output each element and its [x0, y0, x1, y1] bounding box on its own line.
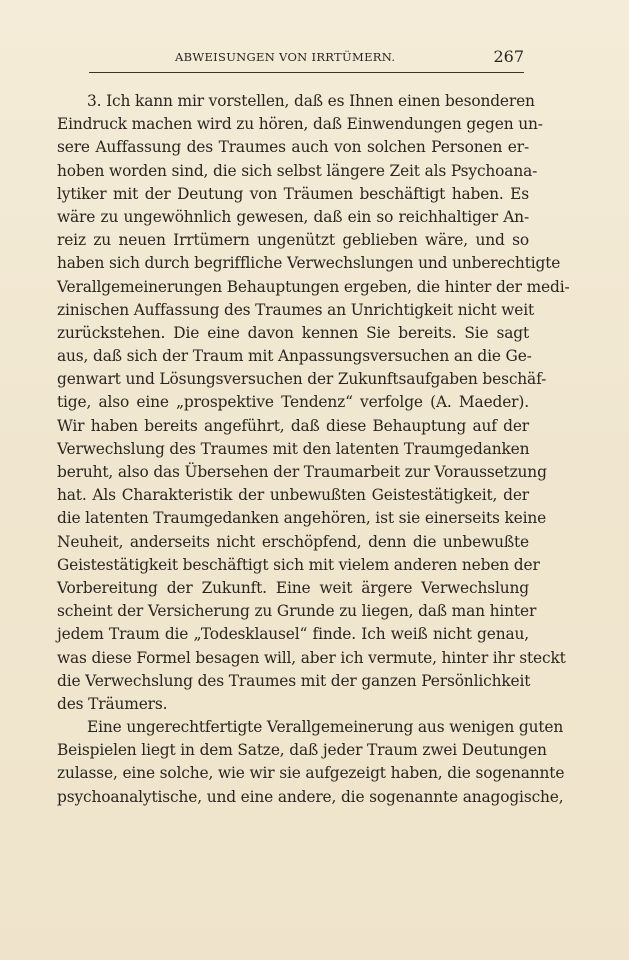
text-line: zulasse, eine solche, wie wir sie aufgezeigt haben, die sogenannte — [57, 764, 565, 783]
text-line: Eine ungerechtfertigte Verallgemeinerung aus wenigen guten — [87, 718, 564, 737]
text-line: die Verwechslung des Traumes mit der ganzen Persönlichkeit — [57, 671, 531, 690]
text-line: zurückstehen. Die eine davon kennen Sie bereits. Sie sagt — [57, 323, 529, 342]
running-head — [89, 49, 524, 71]
text-line: tige, also eine „prospektive Tendenz“ verfolge (A. Maeder). — [57, 393, 529, 412]
text-line: 3. Ich kann mir vorstellen, daß es Ihnen einen besonderen — [87, 92, 535, 110]
text-line: hat. Als Charakteristik der unbewußten Geistestätigkeit, der — [57, 486, 529, 505]
header-rule — [89, 72, 524, 73]
text-line: zinischen Auffassung des Traumes an Unrichtigkeit nicht weit — [57, 300, 535, 319]
text-line: Beispielen liegt in dem Satze, daß jeder Traum zwei Deutungen — [57, 741, 547, 760]
text-line: Verallgemeinerungen Behauptungen ergeben, die hinter der medi- — [57, 277, 570, 296]
page-number: 267 — [493, 47, 524, 66]
text-line: wäre zu ungewöhnlich gewesen, daß ein so reichhaltiger An- — [57, 207, 529, 226]
text-line: beruht, also das Übersehen der Traumarbeit zur Voraussetzung — [57, 463, 547, 481]
text-line: Geistestätigkeit beschäftigt sich mit vielem anderen neben der — [57, 555, 540, 574]
text-line: haben sich durch begriffliche Verwechslungen und unberechtigte — [57, 254, 561, 273]
text-line: Eindruck machen wird zu hören, daß Einwendungen gegen un- — [57, 115, 543, 134]
text-line: psychoanalytische, und eine andere, die sogenannte anagogische, — [57, 787, 564, 806]
text-line: jedem Traum die „Todesklausel“ finde. Ich weiß nicht genau, — [57, 625, 529, 644]
text-line: Neuheit, anderseits nicht erschöpfend, denn die unbewußte — [57, 532, 529, 551]
text-line: des Träumers. — [57, 694, 168, 713]
text-line: sere Auffassung des Traumes auch von solchen Personen er- — [57, 138, 529, 157]
text-line: die latenten Traumgedanken angehören, ist sie einerseits keine — [57, 509, 547, 528]
text-line: hoben worden sind, die sich selbst längere Zeit als Psychoana- — [57, 161, 538, 180]
body-text — [57, 90, 570, 809]
text-line: Verwechslung des Traumes mit den latenten Traumgedanken — [57, 439, 530, 458]
text-line: genwart und Lösungsversuchen der Zukunftsaufgaben beschäf- — [57, 370, 547, 389]
running-head-title: ABWEISUNGEN VON IRRTÜMERN. — [175, 50, 396, 64]
text-line: lytiker mit der Deutung von Träumen beschäftigt haben. Es — [57, 184, 529, 203]
text-line: was diese Formel besagen will, aber ich vermute, hinter ihr steckt — [57, 648, 566, 667]
text-line: scheint der Versicherung zu Grunde zu liegen, daß man hinter — [57, 602, 537, 621]
text-line: Wir haben bereits angeführt, daß diese Behauptung auf der — [57, 416, 529, 435]
text-line: aus, daß sich der Traum mit Anpassungsversuchen an die Ge- — [57, 347, 532, 366]
text-line: Vorbereitung der Zukunft. Eine weit ärgere Verwechslung — [57, 578, 529, 597]
text-line: reiz zu neuen Irrtümern ungenützt geblieben wäre, und so — [57, 231, 529, 250]
